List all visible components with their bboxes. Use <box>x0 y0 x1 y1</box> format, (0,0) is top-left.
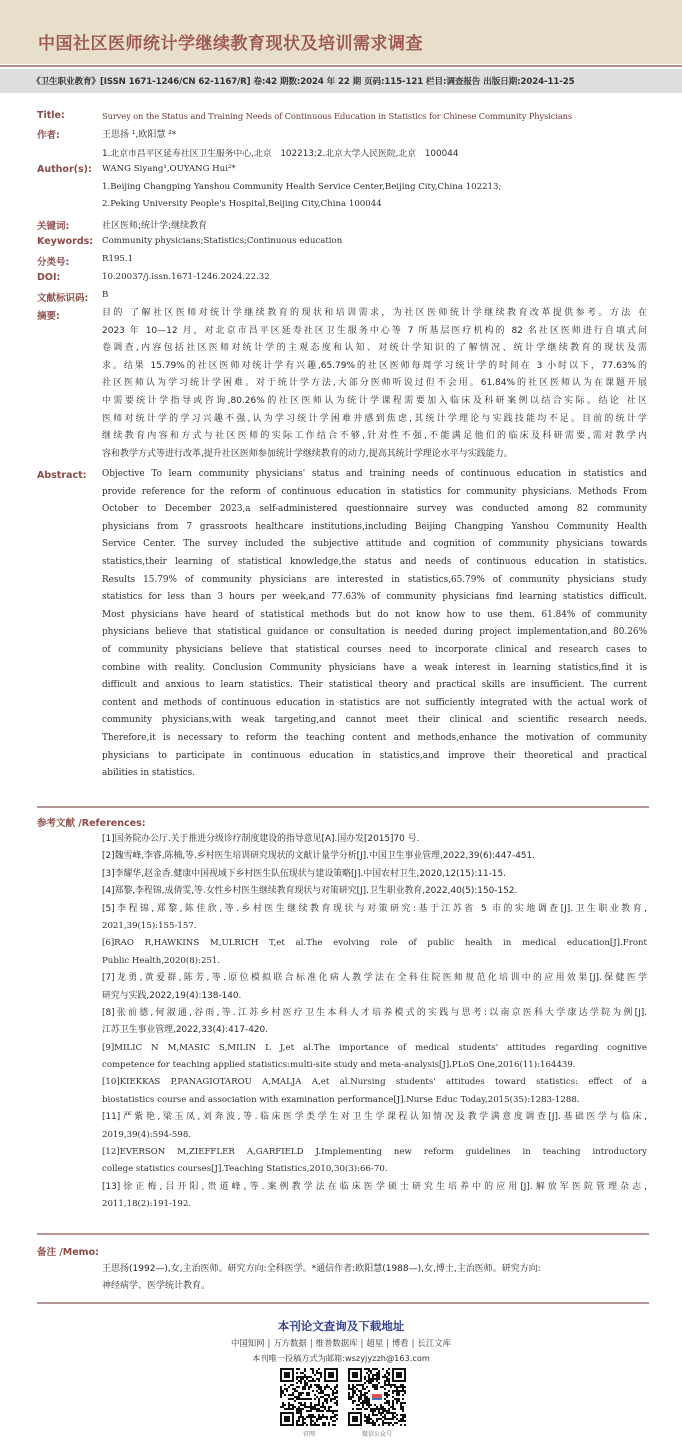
abstract-cn-line: 医师对统计学的学习兴趣不强,认为学习统计学困难并感到焦虑,其统计学理论与实践技能均不足。目前的统计学 <box>102 413 647 424</box>
reference-line: [7]龙勇,黄爱群,陈芳,等.原位模拟联合标准化病人教学法在全科住院医师规范化培训中的应用效果[J].保健医学 <box>102 973 647 984</box>
separator-bar: | <box>267 1338 271 1348</box>
reference-line: [1]国务院办公厅.关于推进分级诊疗制度建设的指导意见[A].国办发[2015]70 号. <box>102 834 420 844</box>
reference-line: 2021,39(15):155-157. <box>102 920 197 931</box>
submission-email[interactable]: 本刊唯一投稿方式为邮箱:wszyjyzzh@163.com <box>252 1353 430 1363</box>
keywords-cn-value: 社区医师;统计学;继续教育 <box>102 221 208 231</box>
reference-item <box>102 1074 647 1109</box>
references-heading: 参考文献 /References: <box>37 818 146 829</box>
reference-line: competence for teaching applied statistics:multi-site study and meta-analysis[J].PLoS One,2016(11):164439. <box>102 1060 576 1071</box>
abstract-en-line: difficult and anxious to learn statistics. Their statistical theory and practical skills are insufficient. The current <box>102 680 647 691</box>
publication-info: 《卫生职业教育》[ISSN 1671-1246/CN 62-1167/R] 卷:42 期数:2024 年 22 期 页码:115-121 栏目:调查报告 出版日期:2024-11-25 <box>32 77 575 87</box>
abstract-cn-line: 求。结果 15.79%的社区医师对统计学有兴趣,65.79%的社区医师每周学习统计学的时间在 3 小时以下，77.63%的 <box>102 360 647 371</box>
abstract-en-line: content and methods of continuous education in statistics are not sufficiently integrated with the actual work of <box>102 697 647 708</box>
authors-cn-value: 王思扬 ¹,欧阳慧 ²* <box>102 130 177 140</box>
abstract-en-line: physicians believe that statistical guidance or consultation is needed during project implementation,and 80.26% <box>102 627 647 638</box>
section-divider <box>37 1233 649 1235</box>
abstract-en-line: statistics for less than 3 hours per week,and 77.63% of community physicians find learning statistics difficult. <box>102 592 647 603</box>
keywords-en-value: Community physicians;Statistics;Continuous education <box>102 236 343 246</box>
database-link[interactable]: 万方数据 <box>273 1338 307 1348</box>
affiliation-cn: 1.北京市昌平区延寿社区卫生服务中心,北京 102213;2.北京大学人民医院,北京 100044 <box>102 149 459 159</box>
abstract-cn-line: 容和教学方式等进行改革,提升社区医师参加统计学继续教育的动力,提高其统计学理论水平与实践能力。 <box>102 448 513 459</box>
reference-item <box>102 1040 647 1075</box>
doi-value[interactable]: 10.20037/j.issn.1671-1246.2024.22.32 <box>102 272 270 282</box>
reference-item <box>102 1179 647 1214</box>
class-label: 分类号: <box>37 257 70 268</box>
authors-cn-label: 作者: <box>37 130 60 141</box>
abstract-en-line: October to December 2023,a self-administered questionnaire survey was conducted among 82 community <box>102 504 647 515</box>
authors-en-label: Author(s): <box>37 164 92 175</box>
database-link[interactable]: 维普数据库 <box>315 1338 358 1348</box>
abstract-en-line: physicians from 7 grassroots healthcare institutions,including Beijing Changping Yanshou Community Health <box>102 521 647 532</box>
reference-item <box>102 935 647 970</box>
title-value: Survey on the Status and Training Needs of Continuous Education in Statistics for Chinese Community Physicians <box>102 111 573 121</box>
abstract-en <box>102 466 647 783</box>
qr-caption-official: 官网 <box>302 1431 315 1438</box>
abstract-cn-line: 卷调查,内容包括社区医师对统计学的主观态度和认知、对统计学知识的了解情况、统计学继续教育的现状及需 <box>102 343 647 354</box>
reference-line: biostatistics course and association with examination performance[J].Nurse Educ Today,2015(35):1283-1288. <box>102 1094 580 1105</box>
reference-item <box>102 1005 647 1040</box>
abstract-cn-line: 继续教育内容和方式与社区医师的实际工作结合不够,针对性不强,不能满足他们的临床及科研需要,需对教学内 <box>102 431 647 442</box>
section-divider <box>37 1302 649 1304</box>
abstract-en-line: community physicians,with weak targeting,and cannot meet their clinical and scientific research needs. <box>102 715 647 726</box>
download-heading: 本刊论文查询及下载地址 <box>277 1319 405 1333</box>
qr-code-official-site[interactable] <box>280 1368 338 1426</box>
reference-item <box>102 848 647 865</box>
abstract-en-label: Abstract: <box>37 470 87 481</box>
abstract-cn-line: 2023 年 10—12 月，对北京市昌平区延寿社区卫生服务中心等 7 所基层医疗机构的 82 名社区医师进行自填式问 <box>102 325 647 336</box>
abstract-en-line: combine with reality. Conclusion Community physicians have a weak interest in learning statistics,find it is <box>102 662 647 673</box>
affiliation-en-1: 1.Beijing Changping Yanshou Community Health Service Center,Beijing City,China 102213; <box>102 182 502 192</box>
database-link[interactable]: 博看 <box>391 1338 409 1348</box>
abstract-en-line: provide reference for the reform of continuous education in statistics for community physicians. Methods From <box>102 486 647 497</box>
reference-item <box>102 901 647 936</box>
qr-code-icon <box>348 1368 406 1426</box>
reference-line: [6]RAO R,HAWKINS M,ULRICH T,et al.The evolving role of public health in medical education[J].Front <box>102 938 647 949</box>
class-value: R195.1 <box>102 254 134 264</box>
reference-item <box>102 883 647 900</box>
separator-bar: | <box>411 1338 415 1348</box>
memo-heading: 备注 /Memo: <box>37 1247 99 1258</box>
reference-line: [5]李程锦,郑黎,陈佳欣,等.乡村医生继续教育现状与对策研究:基于江苏省 5 市的实地调查[J].卫生职业教育, <box>102 903 647 914</box>
separator-bar: | <box>309 1338 313 1348</box>
memo-line: 王思扬(1992—),女,主治医师。研究方向:全科医学。*通信作者:欧阳慧(1988—),女,博士,主治医师。研究方向: <box>102 1264 541 1274</box>
reference-line: [9]MILIC N M,MASIC S,MILIN L J,et al.The importance of medical students' attitudes regarding cognitive <box>102 1042 647 1053</box>
separator-bar: | <box>360 1338 364 1348</box>
header-divider <box>0 65 682 67</box>
doi-label: DOI: <box>37 272 61 283</box>
reference-line: [12]EVERSON M,ZIEFFLER A,GARFIELD J.Implementing new reform guidelines in teaching introductory <box>102 1147 647 1158</box>
reference-line: 江苏卫生事业管理,2022,33(4):417-420. <box>102 1025 268 1036</box>
abstract-cn <box>102 305 647 463</box>
abstract-en-line: statistics,their learning of statistical knowledge,the status and needs of continuous education in statistics. <box>102 556 647 567</box>
abstract-cn-label: 摘要: <box>37 311 60 322</box>
abstract-en-line: physicians to participate in continuous education in statistics,and improve their theoretical and practical <box>102 750 647 761</box>
references-list <box>102 831 647 1214</box>
database-list <box>0 1337 682 1349</box>
reference-line: [13]徐正梅,吕开阳,贵道峰,等.案例教学法在临床医学硕士研究生培养中的应用[J].解放军医院管理杂志, <box>102 1181 647 1192</box>
memo-line: 神经病学、医学统计教育。 <box>102 1281 211 1292</box>
reference-line: college statistics courses[J].Teaching Statistics,2010,30(3):66-70. <box>102 1164 388 1175</box>
reference-item <box>102 866 647 883</box>
page-title: 中国社区医师统计学继续教育现状及培训需求调查 <box>38 34 423 54</box>
reference-line: Public Health,2020(8):251. <box>102 955 221 966</box>
abstract-cn-line: 社区医师认为学习统计学困难。对于统计学方法,大部分医师听说过但不会用。61.84%的社区医师认为在课题开展 <box>102 378 647 389</box>
keywords-en-label: Keywords: <box>37 236 94 247</box>
separator-bar: | <box>386 1338 389 1348</box>
abstract-en-line: Service Center. The survey included the subjective attitude and cognition of community physicians towards <box>102 539 647 550</box>
database-link[interactable]: 中国知网 <box>230 1338 265 1348</box>
authors-en-value: WANG Siyang¹,OUYANG Hui²* <box>102 164 236 174</box>
database-link[interactable]: 超星 <box>366 1338 384 1348</box>
abstract-en-line: Therefore,it is necessary to reform the teaching content and methods,enhance the motivation of community <box>102 732 647 743</box>
reference-line: [10]KIEKKAS P,PANAGIOTAROU A,MALJA A,et al.Nursing students' attitudes toward statistics: effect of a <box>102 1077 647 1088</box>
reference-line: [3]李耀华,赵金香.健康中国视域下乡村医生队伍现状与建设策略[J].中国农村卫生,2020,12(15):11-15. <box>102 868 506 879</box>
qr-code-wechat[interactable] <box>348 1368 406 1426</box>
doccode-label: 文献标识码: <box>37 293 89 304</box>
reference-item <box>102 1109 647 1144</box>
keywords-cn-label: 关键词: <box>37 221 70 232</box>
doccode-value: B <box>102 290 109 300</box>
reference-line: 2011,18(2):191-192. <box>102 1199 192 1210</box>
reference-line: [2]魏雪峰,李睿,陈楠,等.乡村医生培训研究现状的文献计量学分析[J].中国卫生事业管理,2022,39(6):447-451. <box>102 851 535 862</box>
reference-line: [4]郑黎,李程锦,成倩雯,等.女性乡村医生继续教育现状与对策研究[J].卫生职业教育,2022,40(5):150-152. <box>102 886 518 897</box>
reference-item <box>102 970 647 1005</box>
reference-line: [11]严紫艳,梁玉凤,刘奔波,等.临床医学类学生对卫生学课程认知情况及教学满意度调查[J].基础医学与临床, <box>102 1112 647 1123</box>
qr-code-icon <box>280 1368 338 1426</box>
reference-item <box>102 1144 647 1179</box>
abstract-en-line: of community physicians believe that statistical courses need to incorporate clinical and research cases to <box>102 644 647 655</box>
affiliation-en-2: 2.Peking University People's Hospital,Beijing City,China 100044 <box>102 199 382 209</box>
reference-line: 2019,39(4):594-598. <box>102 1129 192 1140</box>
abstract-en-line: abilities in statistics. <box>102 768 196 779</box>
abstract-en-line: Results 15.79% of community physicians are interested in statistics,65.79% of community physicians study <box>102 574 647 585</box>
reference-item <box>102 831 647 848</box>
abstract-en-line: Objective To learn community physicians' status and training needs of continuous education in statistics and <box>102 469 647 479</box>
abstract-cn-line: 中需要统计学指导或咨询,80.26%的社区医师认为统计学课程需要加入临床及科研案例以结合实际。结论 社区 <box>102 395 647 406</box>
abstract-cn-line: 目的 了解社区医师对统计学继续教育的现状和培训需求，为社区医师统计学继续教育改革提供参考。方法 在 <box>102 308 647 318</box>
database-link[interactable]: 长江文库 <box>417 1338 451 1348</box>
abstract-en-line: Most physicians have heard of statistical methods but do not know how to use them. 61.84% of community <box>102 609 647 620</box>
memo-text <box>102 1261 647 1296</box>
title-label: Title: <box>37 110 65 121</box>
reference-line: 研究与实践,2022,19(4):138-140. <box>102 990 242 1001</box>
qr-caption-wechat: 微信公众号 <box>361 1431 392 1438</box>
section-divider <box>37 806 649 808</box>
reference-line: [8]张前德,何淑通,谷雨,等.江苏乡村医疗卫生本科人才培养模式的实践与思考:以南京医科大学康达学院为例[J]. <box>102 1007 647 1018</box>
